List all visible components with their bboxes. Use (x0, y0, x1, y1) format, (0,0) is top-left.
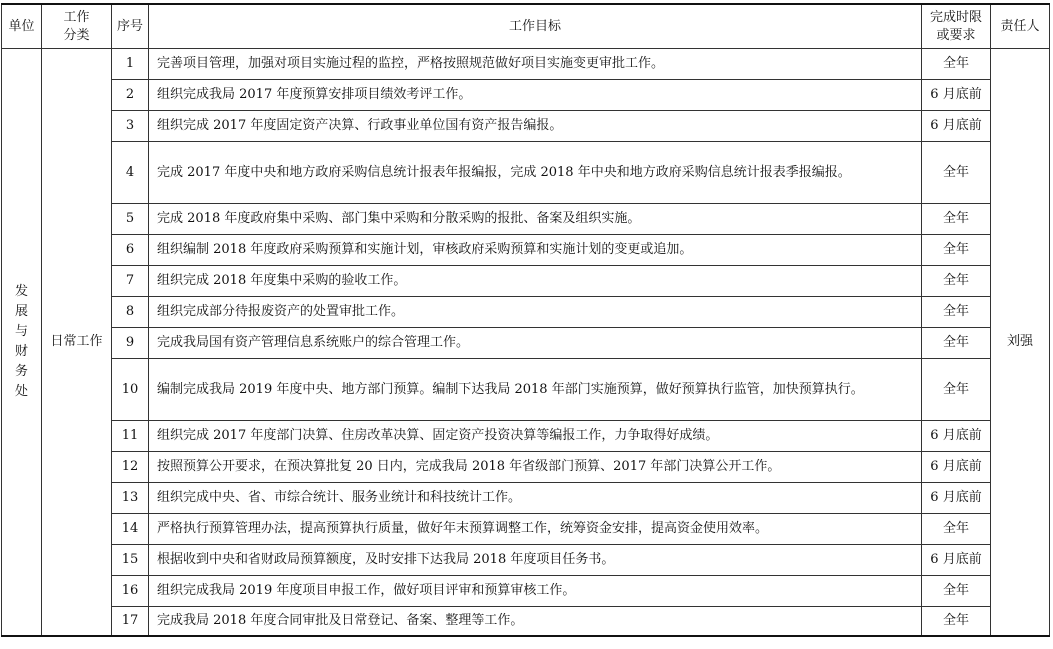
category-cell: 日常工作 (42, 49, 112, 637)
header-goal: 工作目标 (149, 4, 922, 49)
row-goal: 根据收到中央和省财政局预算额度，及时安排下达我局 2018 年度项目任务书。 (149, 545, 922, 576)
row-deadline: 全年 (922, 514, 991, 545)
table-row (2, 266, 1050, 297)
table-row (2, 297, 1050, 328)
row-goal: 完成 2018 年度政府集中采购、部门集中采购和分散采购的报批、备案及组织实施。 (149, 204, 922, 235)
table-row (2, 204, 1050, 235)
row-deadline: 全年 (922, 142, 991, 204)
row-deadline: 全年 (922, 204, 991, 235)
owner-cell: 刘强 (991, 49, 1050, 637)
table-row (2, 328, 1050, 359)
table-row (2, 545, 1050, 576)
row-number: 2 (112, 80, 149, 111)
row-deadline: 全年 (922, 359, 991, 421)
row-number: 1 (112, 49, 149, 80)
row-deadline: 全年 (922, 235, 991, 266)
header-category-line2: 分类 (63, 27, 90, 43)
row-deadline: 全年 (922, 328, 991, 359)
header-owner: 责任人 (991, 4, 1050, 49)
table-row (2, 359, 1050, 421)
row-goal: 组织完成部分待报废资产的处置审批工作。 (149, 297, 922, 328)
row-number: 3 (112, 111, 149, 142)
row-number: 7 (112, 266, 149, 297)
table-row (2, 576, 1050, 607)
row-goal: 按照预算公开要求，在预决算批复 20 日内，完成我局 2018 年省级部门预算、2017 年部门决算公开工作。 (149, 452, 922, 483)
table-row (2, 111, 1050, 142)
table-row (2, 607, 1050, 637)
row-number: 4 (112, 142, 149, 204)
header-deadline-line2: 或要求 (936, 27, 976, 43)
row-deadline: 全年 (922, 266, 991, 297)
row-number: 9 (112, 328, 149, 359)
row-number: 5 (112, 204, 149, 235)
row-number: 6 (112, 235, 149, 266)
row-deadline: 全年 (922, 297, 991, 328)
row-goal: 完善项目管理，加强对项目实施过程的监控，严格按照规范做好项目实施变更审批工作。 (149, 49, 922, 80)
row-deadline: 6 月底前 (922, 80, 991, 111)
table-row (2, 483, 1050, 514)
row-goal: 组织完成 2018 年度集中采购的验收工作。 (149, 266, 922, 297)
row-deadline: 全年 (922, 576, 991, 607)
row-number: 15 (112, 545, 149, 576)
row-number: 13 (112, 483, 149, 514)
row-deadline: 6 月底前 (922, 483, 991, 514)
row-number: 8 (112, 297, 149, 328)
header-unit: 单位 (2, 4, 42, 49)
unit-name: 发展与财务处 (14, 284, 28, 399)
header-deadline-line1: 完成时限 (929, 9, 982, 25)
row-goal: 编制完成我局 2019 年度中央、地方部门预算。编制下达我局 2018 年部门实施预算，做好预算执行监管，加快预算执行。 (149, 359, 922, 421)
row-goal: 组织完成我局 2017 年度预算安排项目绩效考评工作。 (149, 80, 922, 111)
table-row (2, 421, 1050, 452)
header-row (2, 4, 1050, 49)
header-category (42, 4, 112, 49)
row-goal: 组织完成中央、省、市综合统计、服务业统计和科技统计工作。 (149, 483, 922, 514)
row-deadline: 全年 (922, 607, 991, 637)
header-deadline (922, 4, 991, 49)
row-number: 14 (112, 514, 149, 545)
row-goal: 完成 2017 年度中央和地方政府采购信息统计报表年报编报，完成 2018 年中央和地方政府采购信息统计报表季报编报。 (149, 142, 922, 204)
row-goal: 严格执行预算管理办法，提高预算执行质量，做好年末预算调整工作，统筹资金安排，提高资金使用效率。 (149, 514, 922, 545)
table-row (2, 80, 1050, 111)
row-deadline: 6 月底前 (922, 111, 991, 142)
table-row (2, 514, 1050, 545)
table-row (2, 142, 1050, 204)
table-row (2, 235, 1050, 266)
row-number: 17 (112, 607, 149, 637)
row-number: 10 (112, 359, 149, 421)
row-goal: 组织完成 2017 年度固定资产决算、行政事业单位国有资产报告编报。 (149, 111, 922, 142)
row-goal: 组织编制 2018 年度政府采购预算和实施计划，审核政府采购预算和实施计划的变更或追加。 (149, 235, 922, 266)
row-goal: 组织完成我局 2019 年度项目申报工作，做好项目评审和预算审核工作。 (149, 576, 922, 607)
row-goal: 完成我局国有资产管理信息系统账户的综合管理工作。 (149, 328, 922, 359)
row-deadline: 6 月底前 (922, 421, 991, 452)
unit-cell (2, 49, 42, 637)
row-deadline: 6 月底前 (922, 545, 991, 576)
row-number: 16 (112, 576, 149, 607)
row-number: 12 (112, 452, 149, 483)
table-row (2, 452, 1050, 483)
work-goals-table (1, 3, 1050, 637)
row-deadline: 全年 (922, 49, 991, 80)
row-number: 11 (112, 421, 149, 452)
row-deadline: 6 月底前 (922, 452, 991, 483)
header-category-line1: 工作 (63, 9, 90, 25)
header-no: 序号 (112, 4, 149, 49)
row-goal: 组织完成 2017 年度部门决算、住房改革决算、固定资产投资决算等编报工作，力争取得好成绩。 (149, 421, 922, 452)
row-goal: 完成我局 2018 年度合同审批及日常登记、备案、整理等工作。 (149, 607, 922, 637)
table-row (2, 49, 1050, 80)
